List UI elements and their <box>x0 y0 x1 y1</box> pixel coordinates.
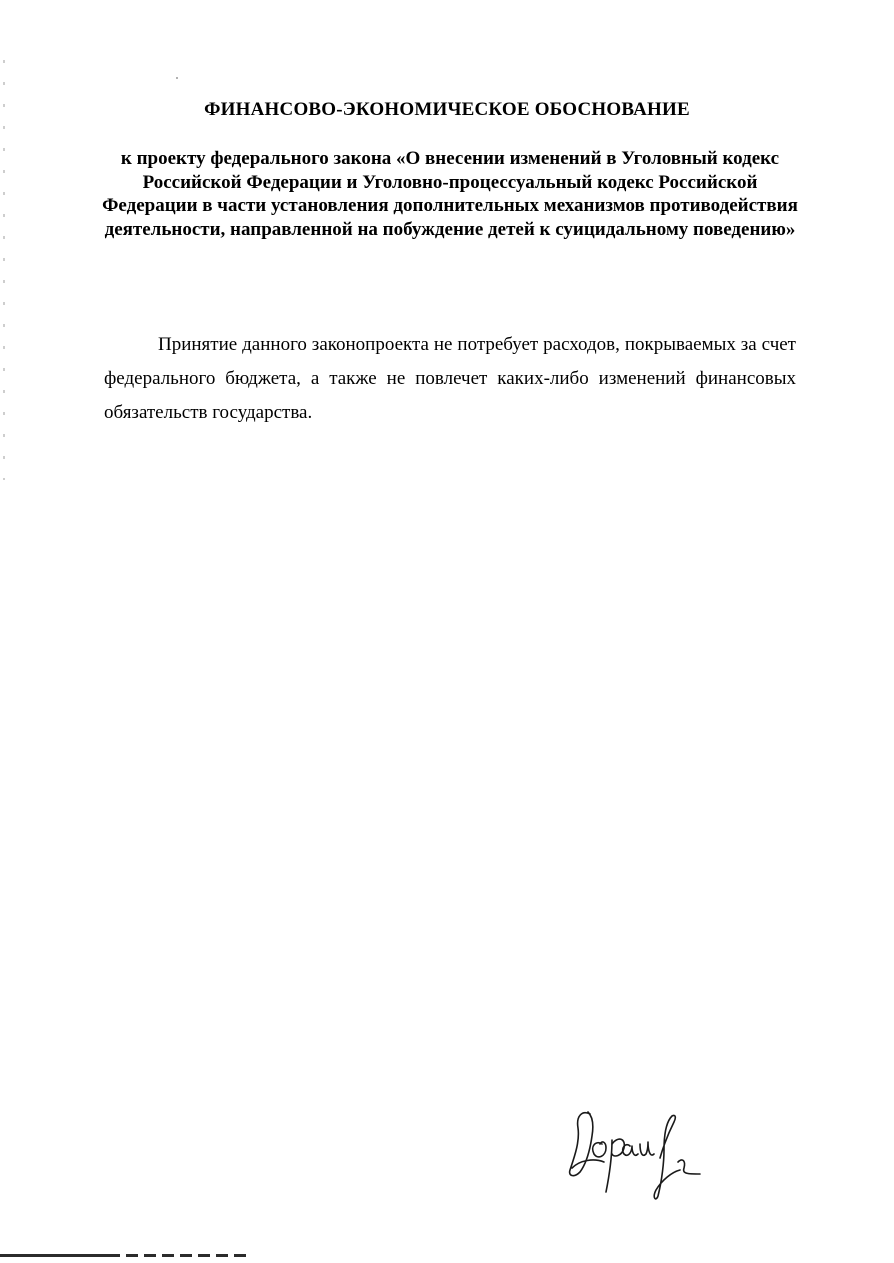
document-subtitle: к проекту федерального закона «О внесении изменений в Уголовный кодекс Российской Федерации и Уголовно-процессуальный кодекс Российской Федерации в части установления дополнительных механизмов противодействия деятельности, направленной на побуждение детей к суицидальному поведению» <box>102 148 798 240</box>
document-body-paragraph: Принятие данного законопроекта не потребует расходов, покрываемых за счет федерального бюджета, а также не повлечет каких-либо изменений финансовых обязательств государства. <box>104 334 796 423</box>
scan-edge-marks <box>3 60 5 480</box>
scan-speck <box>176 77 178 79</box>
handwritten-signature <box>560 1100 760 1200</box>
scan-bottom-line <box>0 1254 110 1257</box>
document-title: ФИНАНСОВО-ЭКОНОМИЧЕСКОЕ ОБОСНОВАНИЕ <box>204 99 690 120</box>
